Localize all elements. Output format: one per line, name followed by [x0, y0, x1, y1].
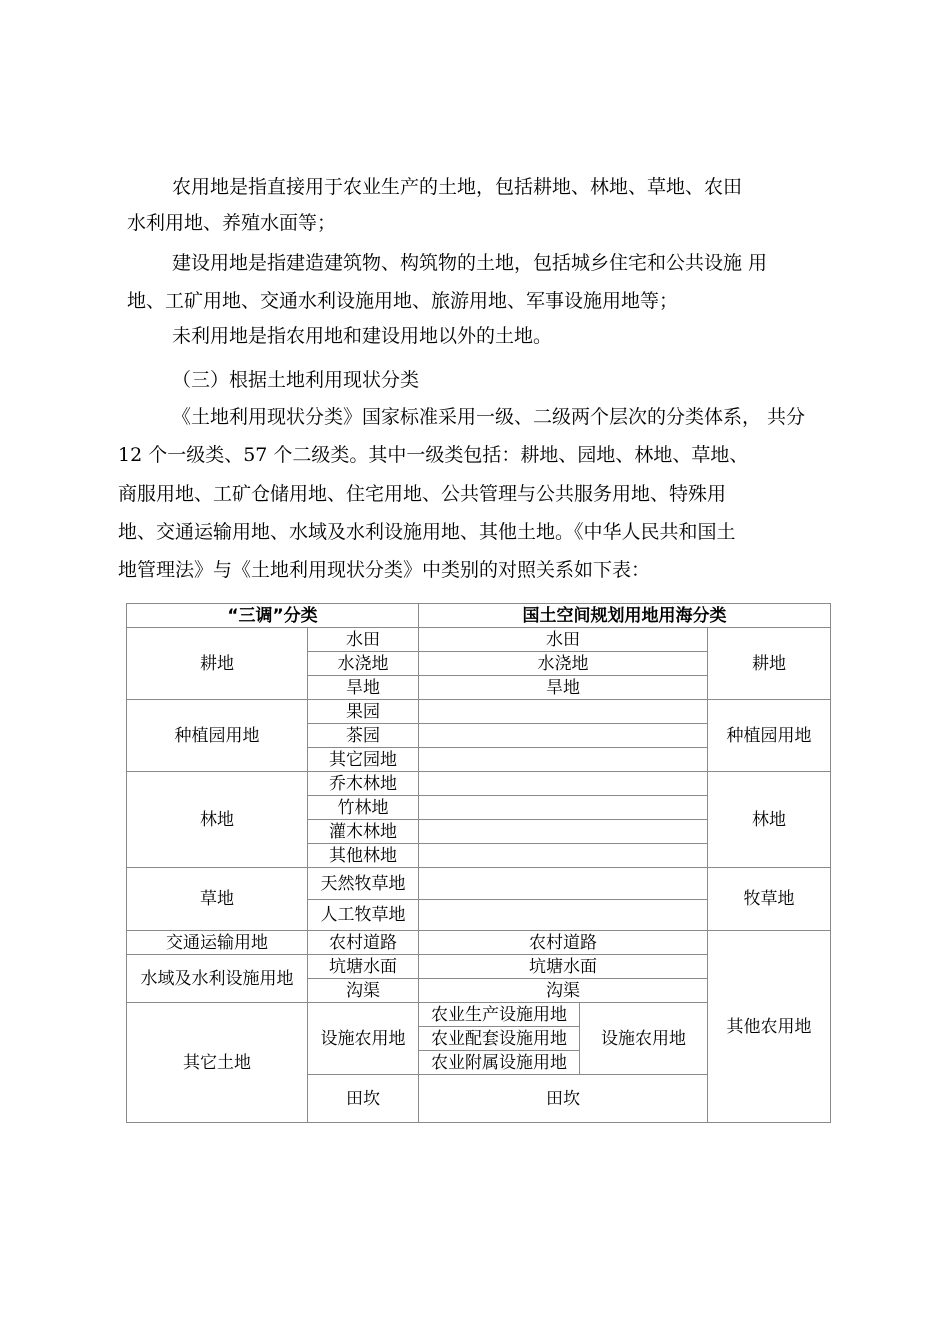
right-mucaodi: 牧草地	[708, 868, 831, 931]
map-empty	[419, 900, 708, 931]
sub-rengong: 人工牧草地	[308, 900, 419, 931]
right-zhongzhi: 种植园用地	[708, 700, 831, 772]
paragraph-2-line-1: 建设用地是指建造建筑物、构筑物的土地，包括城乡住宅和公共设施 用	[172, 252, 768, 274]
cat-lindi: 林地	[127, 772, 308, 868]
section-heading: （三）根据土地利用现状分类	[172, 369, 420, 391]
paragraph-2-line-2: 地、工矿用地、交通水利设施用地、旅游用地、军事设施用地等；	[127, 290, 679, 312]
cat-qita-tudi: 其它土地	[127, 1003, 308, 1123]
paragraph-3-line-1: 未利用地是指农用地和建设用地以外的土地。	[172, 325, 553, 347]
sub-gouqu: 沟渠	[308, 979, 419, 1003]
right-qita-nongyong: 其他农用地	[708, 931, 831, 1123]
map-handi: 旱地	[419, 676, 708, 700]
cat-gengdi: 耕地	[127, 628, 308, 700]
sub-nongcun-daolu: 农村道路	[308, 931, 419, 955]
sub-handi: 旱地	[308, 676, 419, 700]
paragraph-5-line-4: 地、交通运输用地、水域及水利设施用地、其他土地。《中华人民共和国土	[118, 521, 736, 543]
map-empty	[419, 796, 708, 820]
map-nongcun-daolu: 农村道路	[419, 931, 708, 955]
paragraph-5-line-5: 地管理法》与《土地利用现状分类》中类别的对照关系如下表：	[118, 559, 651, 581]
map-gouqu: 沟渠	[419, 979, 708, 1003]
map-empty	[419, 868, 708, 900]
cat-jiaotong: 交通运输用地	[127, 931, 308, 955]
map-empty	[419, 700, 708, 724]
paragraph-5-line-1: 《土地利用现状分类》国家标准采用一级、二级两个层次的分类体系， 共分	[172, 406, 806, 428]
sub-shuitian: 水田	[308, 628, 419, 652]
sub-qiaomu: 乔木林地	[308, 772, 419, 796]
paragraph-5-line-3: 商服用地、工矿仓储用地、住宅用地、公共管理与公共服务用地、特殊用	[118, 483, 727, 505]
map-peitao: 农业配套设施用地	[419, 1027, 580, 1051]
header-guotu: 国土空间规划用地用海分类	[419, 604, 831, 628]
cat-caodi: 草地	[127, 868, 308, 931]
cat-zhongzhi: 种植园用地	[127, 700, 308, 772]
map-empty	[419, 820, 708, 844]
sub-kengtang: 坑塘水面	[308, 955, 419, 979]
classification-table	[126, 603, 831, 1123]
right-gengdi: 耕地	[708, 628, 831, 700]
sub-shuijiaodi: 水浇地	[308, 652, 419, 676]
map-fushu: 农业附属设施用地	[419, 1051, 580, 1075]
map-shuijiaodi: 水浇地	[419, 652, 708, 676]
header-sandiao: “三调”分类	[127, 604, 419, 628]
map-empty	[419, 724, 708, 748]
sub-tianran: 天然牧草地	[308, 868, 419, 900]
map-empty	[419, 772, 708, 796]
map-shuitian: 水田	[419, 628, 708, 652]
sub-qitalindi: 其他林地	[308, 844, 419, 868]
sub-guoyuan: 果园	[308, 700, 419, 724]
sub-qitayuandi: 其它园地	[308, 748, 419, 772]
paragraph-1-line-2: 水利用地、养殖水面等；	[127, 212, 337, 234]
sub-guanmu: 灌木林地	[308, 820, 419, 844]
map-tiankan: 田坎	[419, 1075, 708, 1123]
map-empty	[419, 748, 708, 772]
sub-chayuan: 茶园	[308, 724, 419, 748]
sub-tiankan: 田坎	[308, 1075, 419, 1123]
right-lindi: 林地	[708, 772, 831, 868]
cat-shuiyu: 水域及水利设施用地	[127, 955, 308, 1003]
map-kengtang: 坑塘水面	[419, 955, 708, 979]
paragraph-1-line-1: 农用地是指直接用于农业生产的土地，包括耕地、林地、草地、农田	[172, 176, 743, 198]
map-sheshi-nongyong: 设施农用地	[580, 1003, 708, 1075]
map-shengchan: 农业生产设施用地	[419, 1003, 580, 1027]
map-empty	[419, 844, 708, 868]
paragraph-5-line-2: 12 个一级类、57 个二级类。其中一级类包括：耕地、园地、林地、草地、	[118, 444, 749, 466]
sub-sheshi-nongyong: 设施农用地	[308, 1003, 419, 1075]
sub-zhulin: 竹林地	[308, 796, 419, 820]
